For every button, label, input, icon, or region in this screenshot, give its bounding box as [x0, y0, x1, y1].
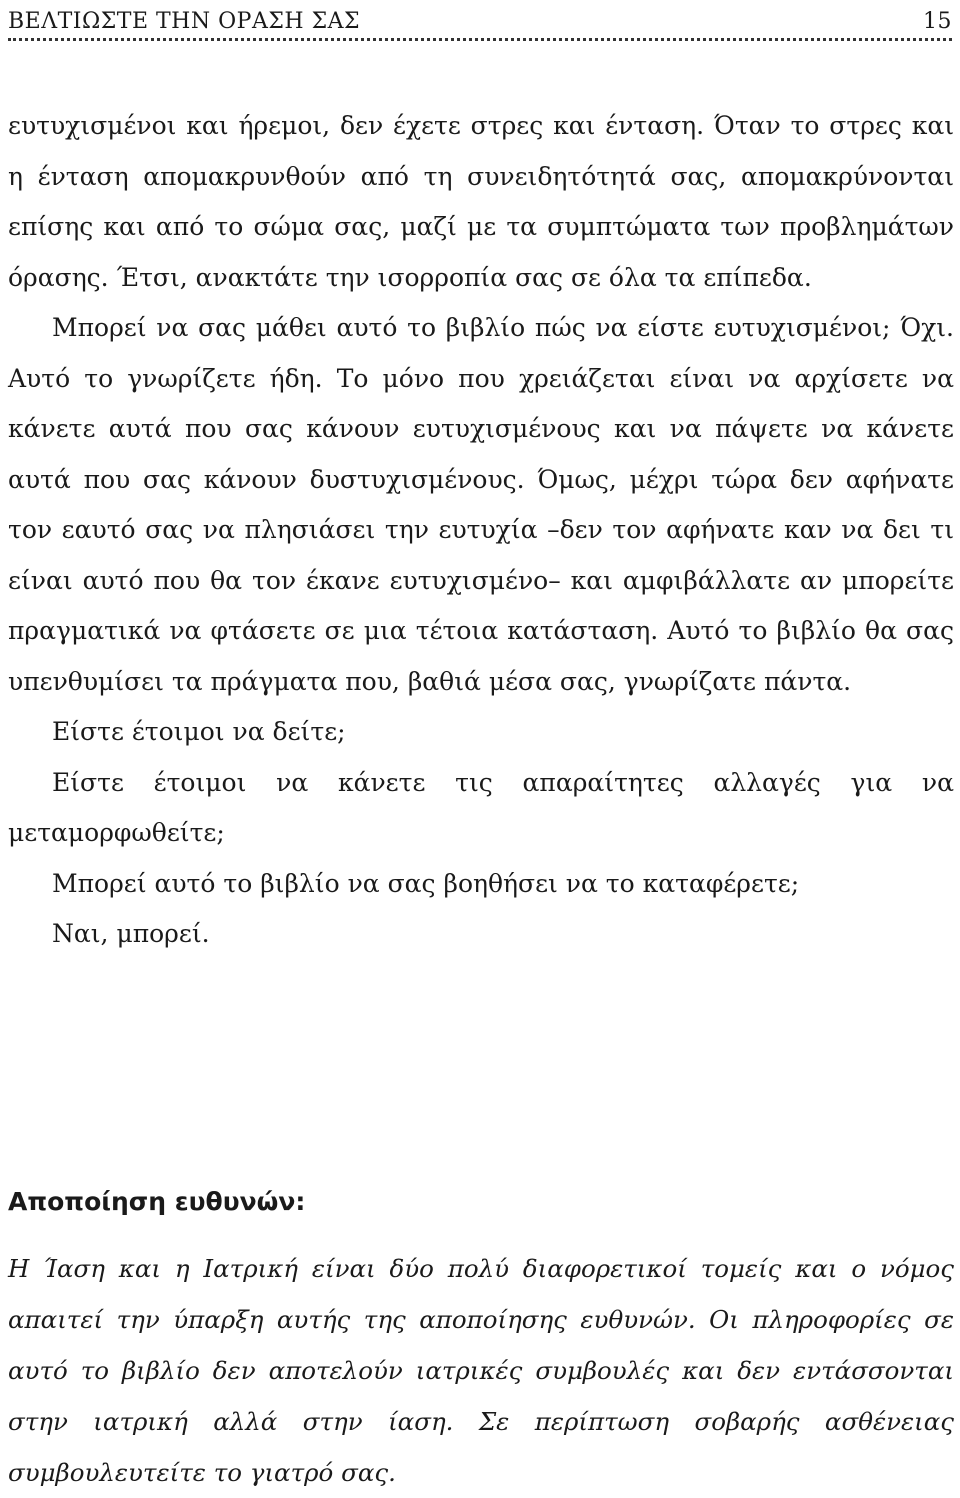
running-title: ΒΕΛΤΙΩΣΤΕ ΤΗΝ ΟΡΑΣΗ ΣΑΣ — [8, 9, 361, 34]
header-dotted-rule — [8, 38, 952, 41]
paragraph: ευτυχισμένοι και ήρεμοι, δεν έχετε στρες και ένταση. Όταν το στρες και η ένταση απομακρυνθούν από τη συνειδητότητά σας, απομακρύνονται επίσης και από το σώμα σας, μαζί με τα συμπτώματα των προβλημάτων όρασης. Έτσι, ανακτάτε την ισορροπία σας σε όλα τα επίπεδα. — [8, 111, 954, 292]
paragraph: Είστε έτοιμοι να κάνετε τις απαραίτητες αλλαγές για να μεταμορφωθείτε; — [8, 767, 954, 847]
paragraph: Μπορεί αυτό το βιβλίο να σας βοηθήσει να το καταφέρετε; — [52, 868, 800, 898]
paragraph: Μπορεί να σας μάθει αυτό το βιβλίο πώς να είστε ευτυχισμένοι; Όχι. Αυτό το γνωρίζετε ήδη. Το μόνο που χρειάζεται είναι να αρχίσετε να κάνετε αυτά που σας κάνουν ευτυχισμένους και να πάψετε να κάνετε αυτά που σας κάνουν δυστυχισμένους. Όμως, μέχρι τώρα δεν αφήνατε τον εαυτό σας να πλησιάσει την ευτυχία –δεν τον αφήνατε καν να δει τι είναι αυτό που θα τον έκανε ευτυχισμένο– και αμφιβάλλατε αν μπορείτε πραγματικά να φτάσετε σε μια τέτοια κατάσταση. Αυτό το βιβλίο θα σας υπενθυμίσει τα πράγματα που, βαθιά μέσα σας, γνωρίζατε πάντα. — [8, 313, 954, 696]
disclaimer-heading: Αποποίηση ευθυνών: — [8, 1187, 306, 1216]
page-number: 15 — [923, 9, 952, 34]
body-text — [8, 101, 954, 960]
paragraph: Ναι, μπορεί. — [52, 919, 210, 948]
paragraph: Είστε έτοιμοι να δείτε; — [52, 717, 346, 746]
disclaimer-text: Η Ίαση και η Ιατρική είναι δύο πολύ διαφορετικοί τομείς και ο νόμος απαιτεί την ύπαρξη αυτής της αποποίησης ευθυνών. Οι πληροφορίες σε αυτό το βιβλίο δεν αποτελούν ιατρικές συμβουλές και δεν εντάσσονται στην ιατρική αλλά στην ίαση. Σε περίπτωση σοβαρής ασθένειας συμβουλευτείτε το γιατρό σας. — [8, 1254, 954, 1487]
running-header — [8, 0, 952, 34]
